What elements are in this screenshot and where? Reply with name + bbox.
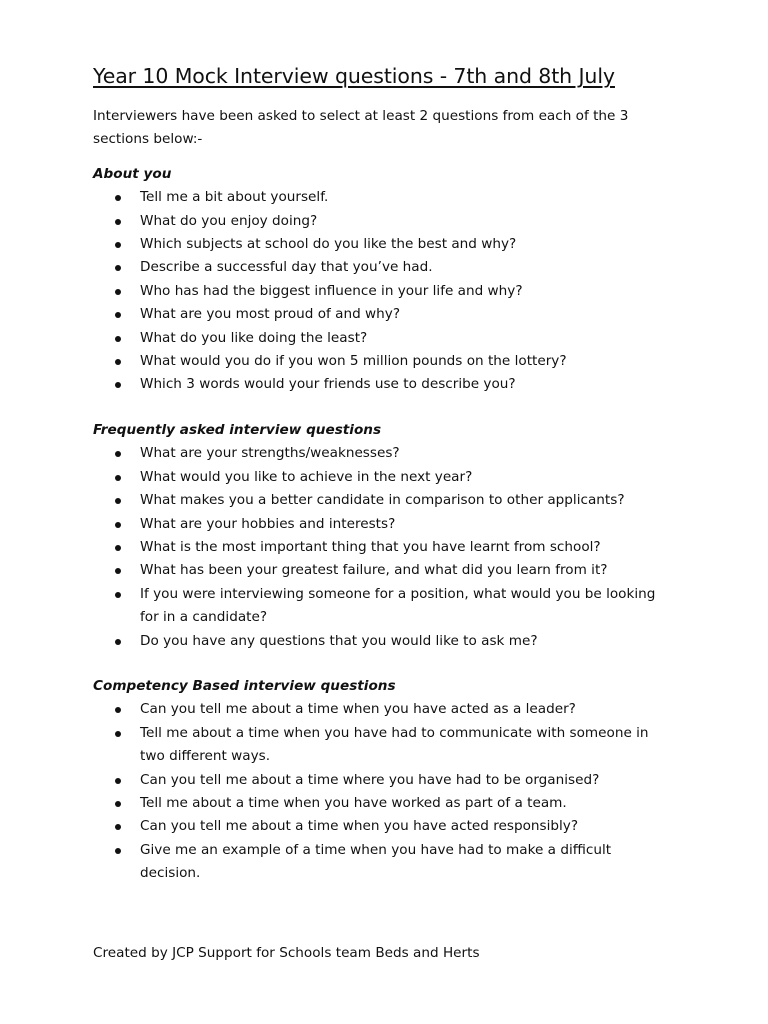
section-heading: About you bbox=[93, 165, 172, 182]
question-item bbox=[93, 815, 683, 838]
question-item bbox=[93, 722, 683, 769]
bullet-icon bbox=[115, 242, 121, 248]
question-item bbox=[93, 698, 683, 721]
question-item bbox=[93, 466, 683, 489]
question-text: Tell me about a time when you have worked as part of a team. bbox=[140, 794, 567, 811]
question-text: What are you most proud of and why? bbox=[140, 306, 401, 323]
question-item bbox=[93, 442, 683, 465]
bullet-icon bbox=[115, 639, 121, 645]
bullet-icon bbox=[115, 451, 121, 457]
section-about-you bbox=[93, 163, 683, 397]
bullet-icon bbox=[115, 312, 121, 318]
question-item bbox=[93, 536, 683, 559]
bullet-icon bbox=[115, 265, 121, 271]
question-list bbox=[93, 186, 683, 397]
bullet-icon bbox=[115, 289, 121, 295]
page-title: Year 10 Mock Interview questions - 7th and 8th July bbox=[93, 64, 615, 88]
question-text: Can you tell me about a time when you have acted responsibly? bbox=[140, 818, 579, 835]
intro-text: Interviewers have been asked to select at least 2 questions from each of the 3 sections below:- bbox=[93, 108, 629, 148]
bullet-icon bbox=[115, 359, 121, 365]
question-item bbox=[93, 583, 683, 630]
question-text: What would you do if you won 5 million pounds on the lottery? bbox=[140, 353, 567, 370]
question-item bbox=[93, 186, 683, 209]
question-item bbox=[93, 280, 683, 303]
question-text: What has been your greatest failure, and what did you learn from it? bbox=[140, 562, 608, 579]
question-item bbox=[93, 792, 683, 815]
question-text: What is the most important thing that you have learnt from school? bbox=[140, 538, 601, 555]
section-competency-based bbox=[93, 675, 683, 886]
question-item bbox=[93, 233, 683, 256]
question-text: Can you tell me about a time where you have had to be organised? bbox=[140, 771, 600, 788]
bullet-icon bbox=[115, 592, 121, 598]
bullet-icon bbox=[115, 568, 121, 574]
question-item bbox=[93, 839, 683, 886]
bullet-icon bbox=[115, 707, 121, 713]
question-item bbox=[93, 210, 683, 233]
question-item bbox=[93, 327, 683, 350]
document-page bbox=[93, 60, 683, 886]
question-text: Can you tell me about a time when you have acted as a leader? bbox=[140, 701, 576, 718]
question-item bbox=[93, 373, 683, 396]
question-list bbox=[93, 698, 683, 885]
bullet-icon bbox=[115, 824, 121, 830]
question-item bbox=[93, 350, 683, 373]
question-text: Tell me a bit about yourself. bbox=[140, 189, 329, 206]
section-frequently-asked bbox=[93, 419, 683, 653]
question-item bbox=[93, 489, 683, 512]
question-text: Which subjects at school do you like the best and why? bbox=[140, 236, 517, 253]
question-text: What are your hobbies and interests? bbox=[140, 515, 396, 532]
question-text: Which 3 words would your friends use to describe you? bbox=[140, 376, 516, 393]
question-item bbox=[93, 559, 683, 582]
question-text: What would you like to achieve in the next year? bbox=[140, 468, 473, 485]
question-list bbox=[93, 442, 683, 653]
bullet-icon bbox=[115, 778, 121, 784]
question-text: Describe a successful day that you’ve had. bbox=[140, 259, 433, 276]
question-item bbox=[93, 513, 683, 536]
question-item bbox=[93, 256, 683, 279]
bullet-icon bbox=[115, 545, 121, 551]
question-text: Give me an example of a time when you have had to make a difficult decision. bbox=[140, 841, 612, 882]
question-item bbox=[93, 630, 683, 653]
question-text: What makes you a better candidate in comparison to other applicants? bbox=[140, 492, 625, 509]
bullet-icon bbox=[115, 219, 121, 225]
question-text: What do you like doing the least? bbox=[140, 329, 368, 346]
section-heading: Competency Based interview questions bbox=[93, 677, 396, 694]
question-text: Who has had the biggest influence in your life and why? bbox=[140, 282, 523, 299]
question-text: What are your strengths/weaknesses? bbox=[140, 445, 400, 462]
question-text: If you were interviewing someone for a position, what would you be looking for in a candidate? bbox=[140, 585, 656, 626]
bullet-icon bbox=[115, 475, 121, 481]
bullet-icon bbox=[115, 522, 121, 528]
question-text: What do you enjoy doing? bbox=[140, 212, 318, 229]
question-text: Tell me about a time when you have had to communicate with someone in two different ways. bbox=[140, 724, 649, 765]
bullet-icon bbox=[115, 195, 121, 201]
question-text: Do you have any questions that you would like to ask me? bbox=[140, 632, 538, 649]
question-item bbox=[93, 303, 683, 326]
bullet-icon bbox=[115, 731, 121, 737]
bullet-icon bbox=[115, 498, 121, 504]
bullet-icon bbox=[115, 848, 121, 854]
section-heading: Frequently asked interview questions bbox=[93, 421, 382, 438]
bullet-icon bbox=[115, 801, 121, 807]
question-item bbox=[93, 769, 683, 792]
page-footer: Created by JCP Support for Schools team Beds and Herts bbox=[93, 945, 480, 961]
bullet-icon bbox=[115, 382, 121, 388]
bullet-icon bbox=[115, 336, 121, 342]
